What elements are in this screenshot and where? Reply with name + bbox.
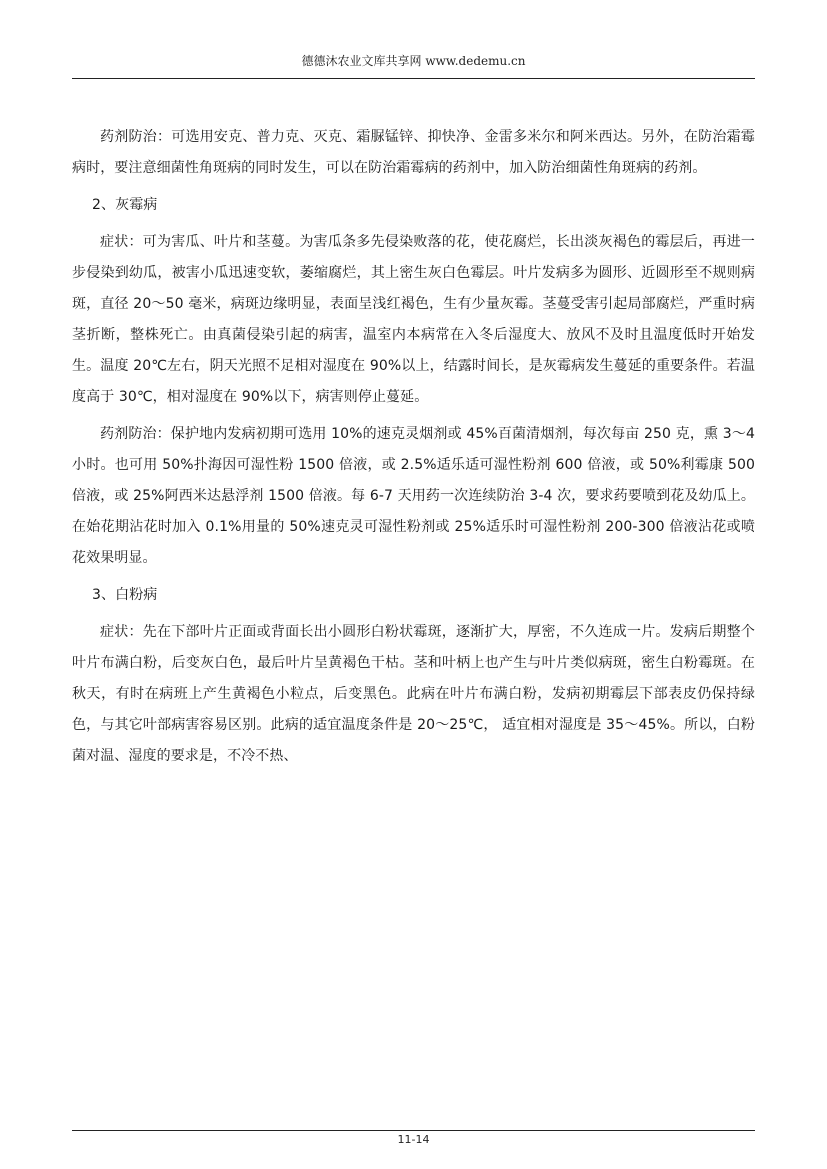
page-header: 德德沐农业文库共享网 www.dedemu.cn	[301, 54, 526, 68]
section-heading-gray-mold: 2、灰霉病	[92, 197, 158, 213]
paragraph-gray-mold-symptoms: 症状：可为害瓜、叶片和茎蔓。为害瓜条多先侵染败落的花，使花腐烂，长出淡灰褐色的霉层后，再进一步侵染到幼瓜，被害小瓜迅速变软，萎缩腐烂，其上密生灰白色霉层。叶片发病多为圆形、近圆形至不规则病斑，直径 20～50 毫米，病斑边缘明显，表面呈浅红褐色，生有少量灰霉。茎蔓受害引起局部腐烂，严重时病茎折断，整株死亡。由真菌侵染引起的病害，温室内本病常在入冬后湿度大、放风不及时且温度低时开始发生。温度 20℃左右，阴天光照不足相对湿度在 90%以上，结露时间长，是灰霉病发生蔓延的重要条件。若温度高于 30℃，相对湿度在 90%以下，病害则停止蔓延。	[72, 234, 755, 405]
paragraph-pesticide-downy: 药剂防治：可选用安克、普力克、灭克、霜脲锰锌、抑快净、金雷多米尔和阿米西达。另外，在防治霜霉病时，要注意细菌性角斑病的同时发生，可以在防治霜霉病的药剂中，加入防治细菌性角斑病的药剂。	[72, 129, 755, 176]
section-heading-powdery-mildew: 3、白粉病	[92, 587, 158, 603]
paragraph-powdery-mildew-symptoms: 症状：先在下部叶片正面或背面长出小圆形白粉状霉斑，逐渐扩大，厚密，不久连成一片。发病后期整个叶片布满白粉，后变灰白色，最后叶片呈黄褐色干枯。茎和叶柄上也产生与叶片类似病斑，密生白粉霉斑。在秋天，有时在病班上产生黄褐色小粒点，后变黑色。此病在叶片布满白粉，发病初期霉层下部表皮仍保持绿色，与其它叶部病害容易区别。此病的适宜温度条件是 20～25℃， 适宜相对湿度是 35～45%。所以，白粉菌对温、湿度的要求是，不冷不热、	[72, 624, 755, 764]
page-number: 11-14	[397, 1133, 430, 1146]
document-body	[72, 122, 755, 778]
paragraph-gray-mold-pesticide: 药剂防治：保护地内发病初期可选用 10%的速克灵烟剂或 45%百菌清烟剂，每次每亩 250 克，熏 3～4 小时。也可用 50%扑海因可湿性粉 1500 倍液，或 2.5%适乐适可湿性粉剂 600 倍液，或 50%利霉康 500 倍液，或 25%阿西米达悬浮剂 1500 倍液。每 6-7 天用药一次连续防治 3-4 次，要求药要喷到花及幼瓜上。在始花期沾花时加入 0.1%用量的 50%速克灵可湿性粉剂或 25%适乐时可湿性粉剂 200-300 倍液沾花或喷花效果明显。	[72, 426, 755, 566]
header-divider	[72, 78, 755, 79]
footer-divider	[72, 1130, 755, 1131]
